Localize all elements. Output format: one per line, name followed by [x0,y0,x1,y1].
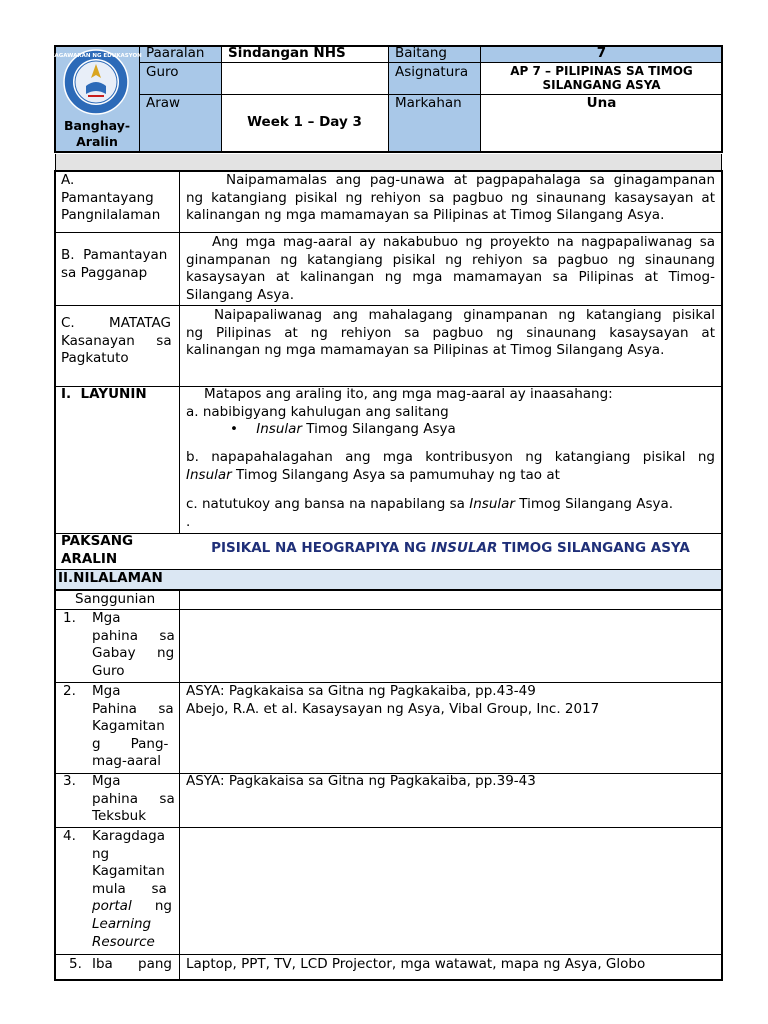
banghay-aralin-title: Banghay- Aralin [63,118,131,149]
row-c-text: Naipapaliwanag ang mahalagang ginampanan ng katangiang pisikal ng Pilipinas at ng rehiyon sa pagbuo ng sinaunang kasaysayan at kalinangan ng mga mamamayan sa Pilipinas at Timog Silangang Asya. [186,307,715,359]
paaralan-value: Sindangan NHS [228,45,346,61]
layunin-b: b. napapahalagahan ang mga kontribusyon ng katangiang pisikal ng Insular Timog Silangang Asya sa pamumuhay ng tao at [186,449,715,483]
guro-label: Guro [146,64,179,80]
row-b-label: B. Pamantayan sa Pagganap [61,247,168,281]
row-a-label: A. Pamantayang Pangnilalaman [61,172,161,224]
layunin-text: Matapos ang araling ito, ang mga mag-aaral ay inaasahang: a. nabibigyang kahulugan ang salitang • Insular Timog Silangang Asya [186,386,613,438]
ref-4-label: Karagdaga ng Kagamitan mula sa portal ng Learning Resource [92,828,172,950]
paksang-aralin-label: PAKSANG ARALIN [61,533,134,567]
layunin-label: I. LAYUNIN [61,386,147,402]
paksang-aralin-title: PISIKAL NA HEOGRAPIYA NG INSULAR TIMOG SILANGANG ASYA [211,540,690,556]
araw-value: Week 1 – Day 3 [247,114,362,130]
asignatura-value: AP 7 – PILIPINAS SA TIMOG SILANGANG ASYA [510,64,693,92]
ref-2-text: ASYA: Pagkakaisa sa Gitna ng Pagkakaiba, pp.43-49 Abejo, R.A. et al. Kasaysayan ng Asya, Vibal Group, Inc. 2017 [186,683,600,717]
araw-label: Araw [146,95,181,111]
row-c-label: C. MATATAG Kasanayan sa Pagkatuto [61,315,172,367]
markahan-value: Una [586,95,617,111]
bullet-icon: • [230,421,238,438]
row-a-text: Naipamamalas ang pag-unawa at pagpapahalaga sa ginagampanan ng katangiang pisikal ng rehiyon sa pagbuo ng sinaunang kasaysayan at kalinangan ng mga mamamayan sa Pilipinas at Timog Silangang Asya. [186,172,715,224]
ref-4-number: 4. [63,828,76,844]
sanggunian-label: Sanggunian [75,591,156,607]
svg-text:KAGAWARAN NG EDUKASYON: KAGAWARAN NG EDUKASYON [50,53,142,59]
ref-2-number: 2. [63,683,76,699]
baitang-label: Baitang [395,45,447,61]
ref-5-text: Laptop, PPT, TV, LCD Projector, mga watawat, mapa ng Asya, Globo [186,956,646,972]
baitang-value: 7 [596,45,607,61]
ref-3-number: 3. [63,773,76,789]
deped-seal-logo [50,48,142,116]
gray-divider-bar [55,154,722,170]
ref-1-label: Mga pahina sa Gabay ng Guro [92,610,175,679]
ref-5-number: 5. [69,956,82,972]
ref-3-label: Mga pahina sa Teksbuk [92,773,175,825]
paaralan-label: Paaralan [146,45,205,61]
asignatura-label: Asignatura [395,64,469,80]
ref-3-text: ASYA: Pagkakaisa sa Gitna ng Pagkakaiba, pp.39-43 [186,773,536,789]
ref-5-label: Iba pang [92,956,172,972]
markahan-label: Markahan [395,95,462,111]
row-b-text: Ang mga mag-aaral ay nakabubuo ng proyekto na nagpapaliwanag sa ginampanan ng katangiang pisikal ng rehiyon sa pagbuo ng sinaunang kasaysayan at kalinangan ng mga mamamayan sa Pilipinas at Timog- Silangang Asya. [186,234,715,303]
layunin-c: c. natutukoy ang bansa na napabilang sa Insular Timog Silangang Asya. . [186,496,674,530]
ref-1-number: 1. [63,610,76,626]
ref-2-label: Mga Pahina sa Kagamitan g Pang- mag-aaral [92,683,174,770]
nilalaman-label: II.NILALAMAN [58,570,163,586]
